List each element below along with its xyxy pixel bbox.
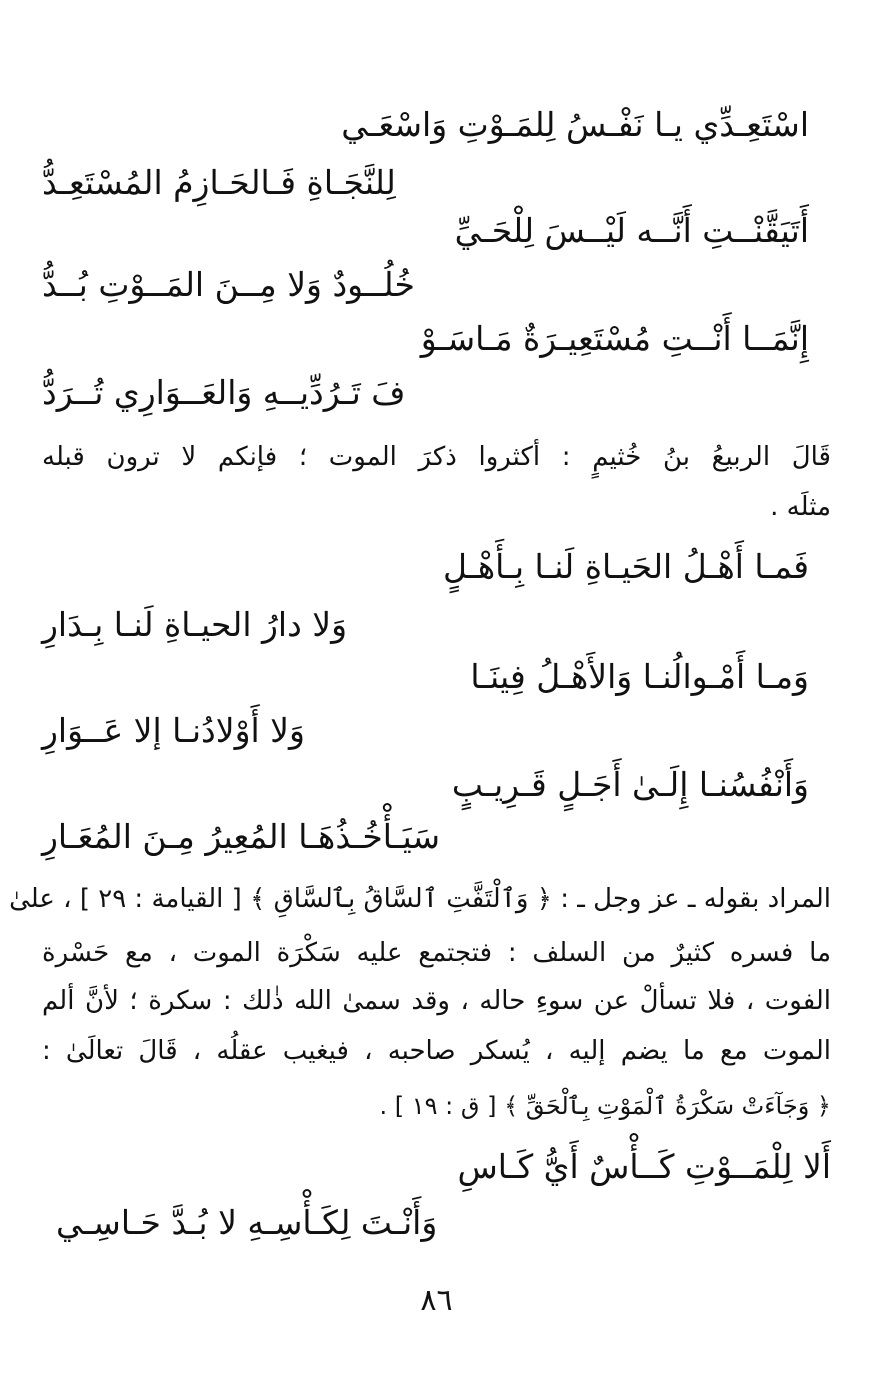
poem1-line-5: إِنَّمَــا أَنْــتِ مُسْتَعِيـرَةٌ مَـاسَـوْ xyxy=(420,319,809,358)
para2-line-3: الفوت ، فلا تسألْ عن سوءِ حاله ، وقد سمىٰ الله ذٰلك : سكرة ؛ لأنَّ ألم xyxy=(42,986,831,1016)
poem2-line-5: وَأَنْفُسُنـا إِلَـىٰ أَجَـلٍ قَـرِيـبٍ xyxy=(451,765,809,804)
poem1-line-6: فَ تَـرُدِّيــهِ وَالعَــوَارِي تُــرَدُّ xyxy=(42,373,406,412)
poem2-line-3: وَمـا أَمْـوالُنـا وَالأَهْـلُ فِينَـا xyxy=(470,657,809,696)
para2-line-5: ﴿ وَجَآءَتْ سَكْرَةُ ٱلْمَوْتِ بِٱلْحَقِّ ﴾ [ ق : ١٩ ] . xyxy=(379,1092,831,1120)
poem1-line-1: اسْتَعِـدِّي يـا نَفْـسُ لِلمَـوْتِ وَاسْعَـي xyxy=(341,105,809,144)
para1-line-2: مثلَه . xyxy=(770,492,831,522)
poem2-line-4: وَلا أَوْلادُنـا إلا عَــوَارِ xyxy=(42,711,305,750)
poem1-line-2: لِلنَّجَـاةِ فَـالحَـازِمُ المُسْتَعِـدُّ xyxy=(42,163,396,202)
poem1-line-4: خُلُــودٌ وَلا مِــنَ المَــوْتِ بُــدُّ xyxy=(42,265,415,304)
para1-line-1: قَالَ الربيعُ بنُ خُثيمٍ : أكثروا ذكرَ الموت ؛ فإنكم لا ترون قبله xyxy=(42,442,831,472)
para2-line-2: ما فسره كثيرٌ من السلف : فتجتمع عليه سَكْرَة الموت ، مع حَسْرة xyxy=(42,938,831,968)
para2-line-4: الموت مع ما يضم إليه ، يُسكر صاحبه ، فيغيب عقلُه ، قَالَ تعالَىٰ : xyxy=(42,1036,831,1066)
poem2-line-6: سَيَـأْخُـذُهَـا المُعِيرُ مِـنَ المُعَـارِ xyxy=(42,817,441,856)
poem1-line-3: أَتَيَقَّنْــتِ أَنَّــه لَيْــسَ لِلْحَـيِّ xyxy=(454,211,809,250)
poem2-line-2: وَلا دارُ الحيـاةِ لَنـا بِـدَارِ xyxy=(42,605,348,644)
para2-line-1: المراد بقوله ـ عز وجل ـ : ﴿ وَٱلْتَفَّتِ ٱلسَّاقُ بِٱلسَّاقِ ﴾ [ القيامة : ٢٩ ] ، علىٰ xyxy=(9,884,831,914)
poem3-line-1: أَلا لِلْمَــوْتِ كَــأْسٌ أَيُّ كَـاسِ xyxy=(457,1147,831,1186)
poem2-line-1: فَمـا أَهْـلُ الحَيـاةِ لَنـا بِـأَهْـلٍ xyxy=(443,547,809,586)
poem3-line-2: وَأَنْـتَ لِكَـأْسِـهِ لا بُـدَّ حَـاسِـي xyxy=(56,1203,438,1242)
page-number: ٨٦ xyxy=(420,1283,453,1318)
